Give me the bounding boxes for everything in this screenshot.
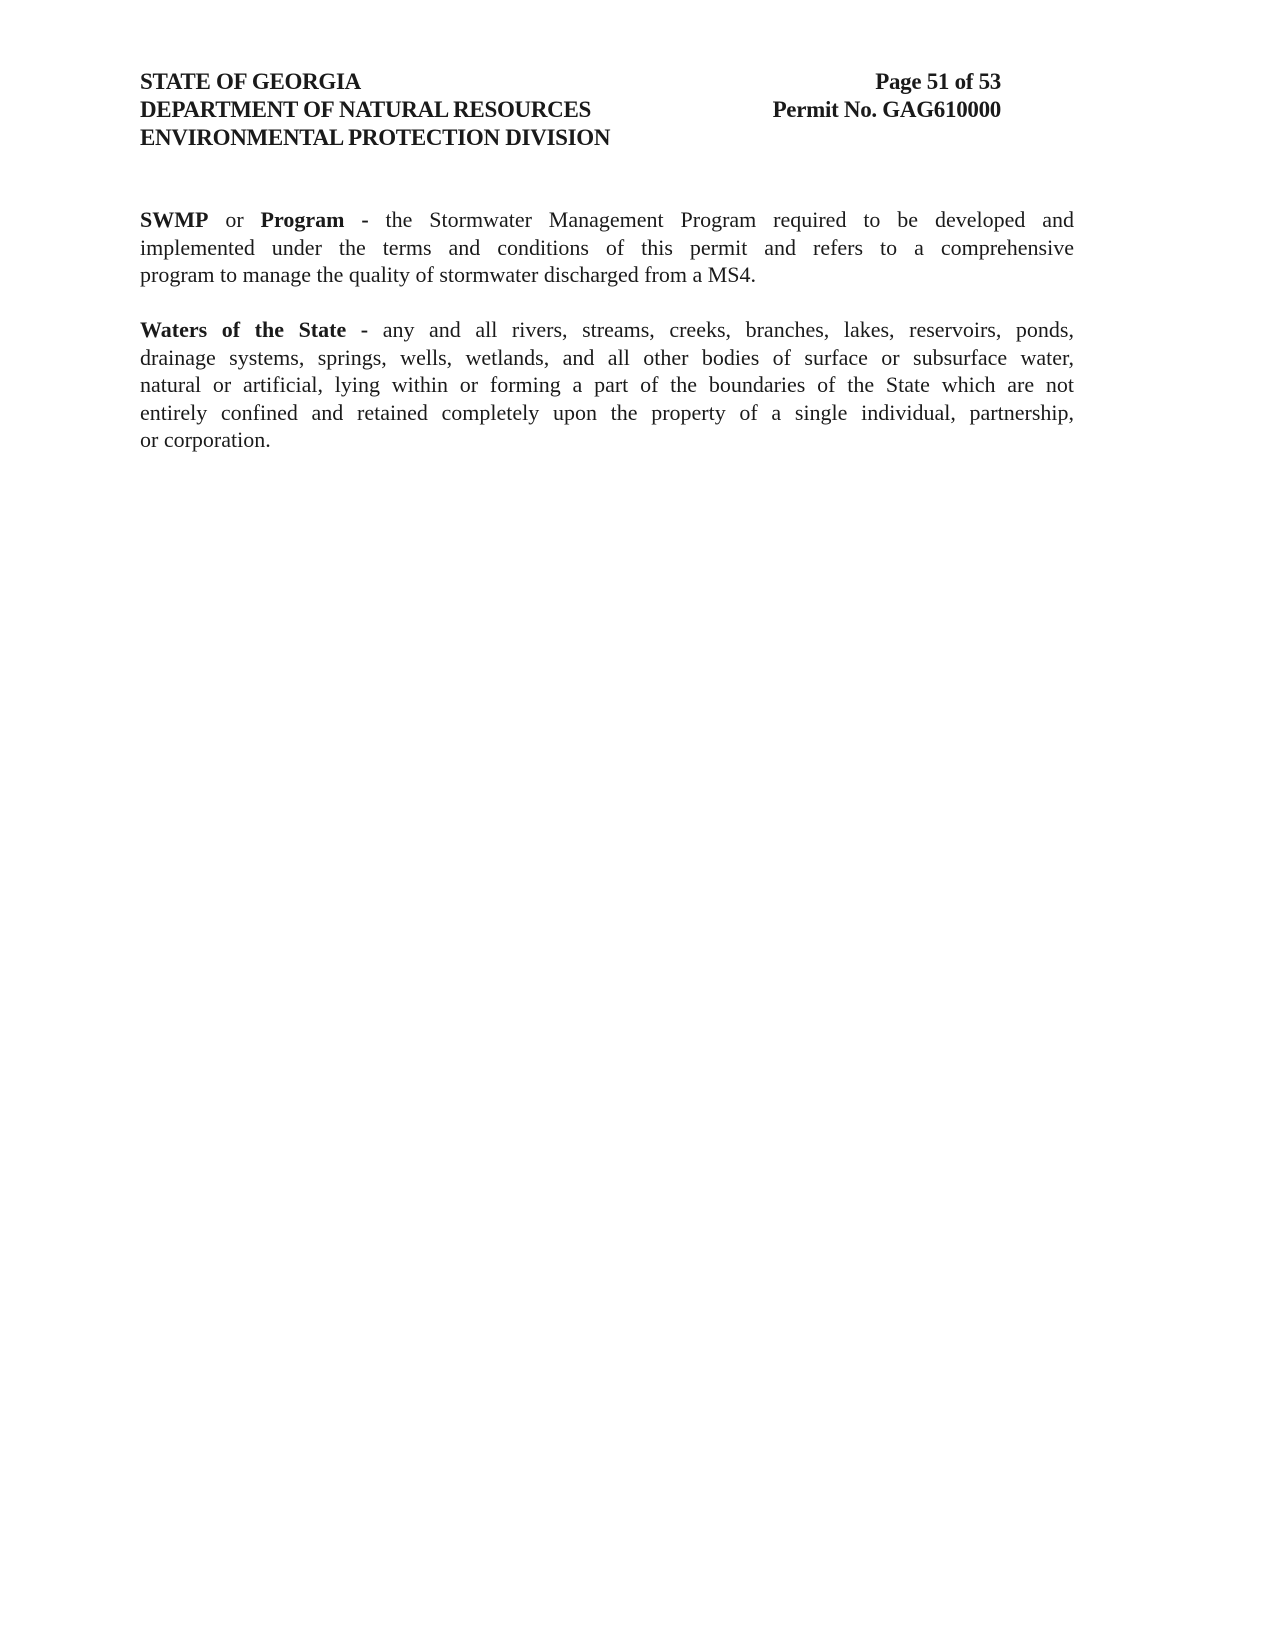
definition-text: any and all rivers, streams, creeks, branches, lakes, reservoirs, ponds, — [382, 317, 1074, 342]
definition-line: implemented under the terms and conditions of this permit and refers to a comprehensive — [140, 234, 1074, 260]
term-dash: - — [344, 207, 386, 232]
page-number: Page 51 of 53 — [875, 69, 1001, 94]
agency-department: DEPARTMENT OF NATURAL RESOURCES — [140, 97, 592, 122]
definition-term: Waters of the State — [140, 317, 347, 342]
definition-line — [140, 206, 1074, 234]
term-joiner: or — [208, 207, 261, 232]
agency-state: STATE OF GEORGIA — [140, 69, 361, 94]
page-info-header — [773, 68, 1001, 124]
definition-swmp — [140, 206, 1074, 289]
definition-line: program to manage the quality of stormwater discharged from a MS4. — [140, 262, 757, 288]
definition-term: Program — [260, 207, 345, 232]
definition-line: or corporation. — [140, 427, 271, 453]
definition-line: natural or artificial, lying within or forming a part of the boundaries of the State which are not — [140, 372, 1074, 398]
permit-number: Permit No. GAG610000 — [772, 97, 1001, 122]
agency-division: ENVIRONMENTAL PROTECTION DIVISION — [140, 125, 611, 150]
definition-line: entirely confined and retained completely upon the property of a single individual, partnership, — [140, 399, 1074, 425]
definition-text: the Stormwater Management Program required to be developed and — [385, 207, 1074, 232]
definition-line: drainage systems, springs, wells, wetlands, and all other bodies of surface or subsurface water, — [140, 344, 1074, 370]
definition-line — [140, 316, 1074, 344]
agency-header — [140, 68, 610, 152]
definition-waters-of-the-state — [140, 316, 1074, 454]
definition-term: SWMP — [140, 207, 209, 232]
term-dash: - — [346, 317, 383, 342]
